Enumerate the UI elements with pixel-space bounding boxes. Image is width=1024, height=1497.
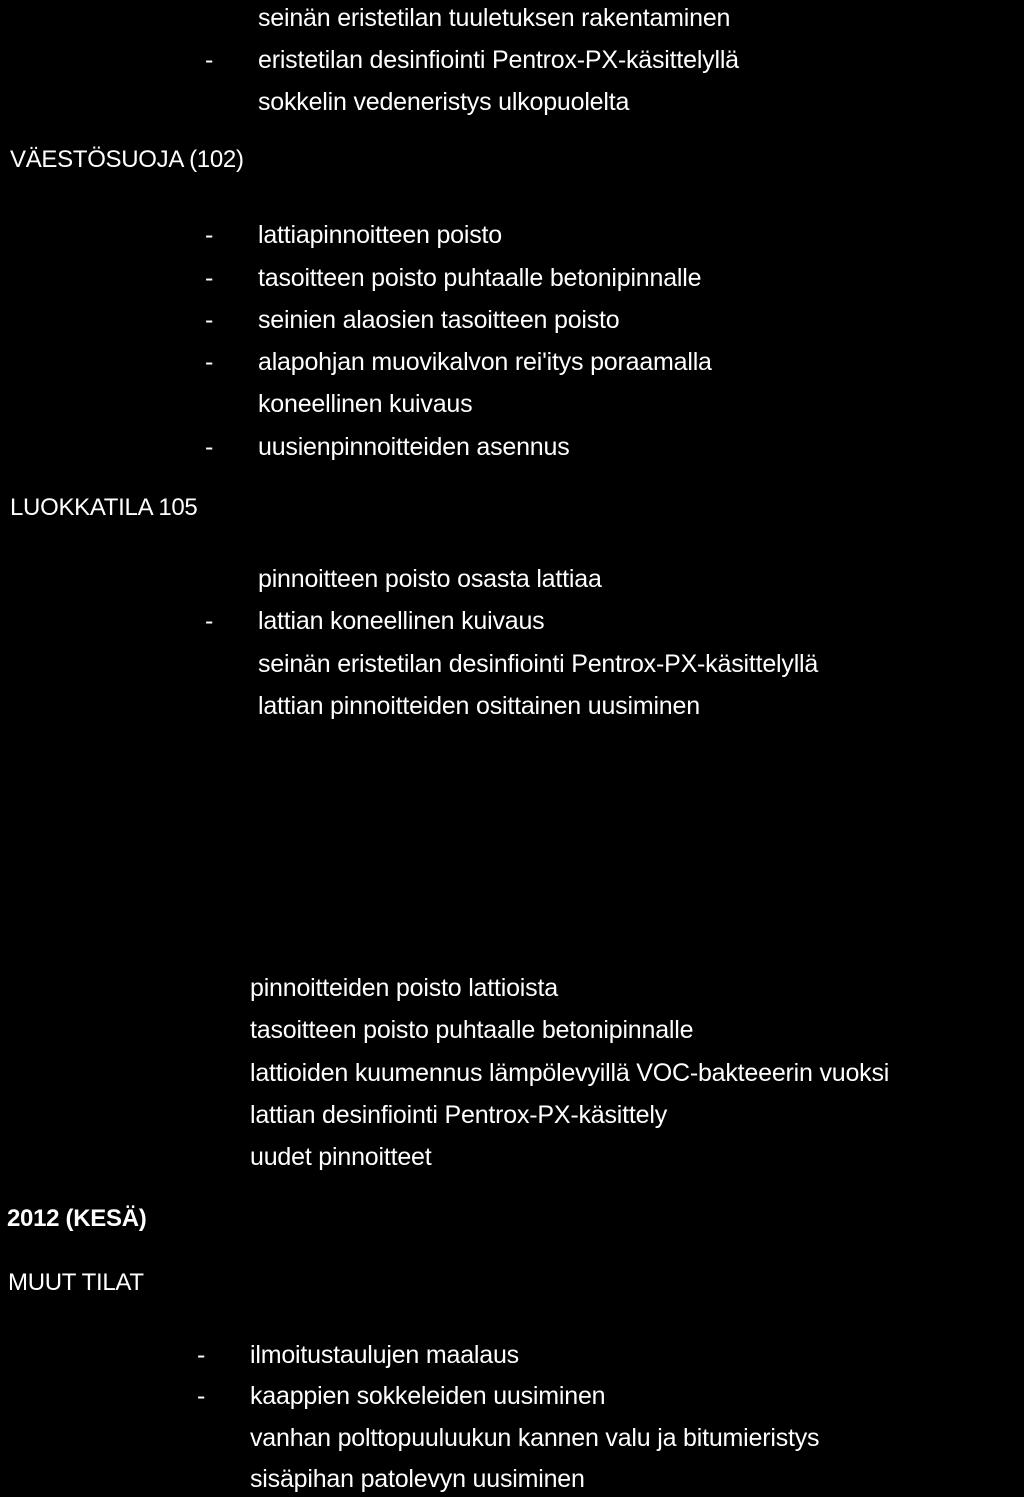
list-item-text: ilmoitustaulujen maalaus bbox=[250, 1341, 519, 1369]
list-item-dash: - bbox=[205, 46, 214, 74]
list-item-text: alapohjan muovikalvon rei'itys poraamalla bbox=[258, 348, 712, 376]
list-item-dash: - bbox=[205, 264, 214, 292]
list-item-text: sisäpihan patolevyn uusiminen bbox=[250, 1465, 585, 1493]
list-item-text: uudet pinnoitteet bbox=[250, 1143, 432, 1171]
list-item-text: koneellinen kuivaus bbox=[258, 390, 473, 418]
list-item-dash: - bbox=[205, 348, 214, 376]
list-item-dash: - bbox=[205, 433, 214, 461]
list-item-text: pinnoitteen poisto osasta lattiaa bbox=[258, 565, 602, 593]
list-item-dash: - bbox=[205, 607, 214, 635]
list-item-text: seinän eristetilan tuuletuksen rakentaminen bbox=[258, 4, 731, 32]
section-heading: LUOKKATILA 105 bbox=[10, 494, 198, 521]
section-heading: MUUT TILAT bbox=[8, 1269, 144, 1296]
list-item-text: lattiapinnoitteen poisto bbox=[258, 221, 502, 249]
section-heading: VÄESTÖSUOJA (102) bbox=[10, 146, 244, 173]
list-item-text: tasoitteen poisto puhtaalle betonipinnalle bbox=[250, 1016, 694, 1044]
list-item-text: pinnoitteiden poisto lattioista bbox=[250, 974, 558, 1002]
list-item-dash: - bbox=[197, 1382, 206, 1410]
list-item-text: lattian pinnoitteiden osittainen uusiminen bbox=[258, 692, 700, 720]
list-item-text: eristetilan desinfiointi Pentrox-PX-käsittelyllä bbox=[258, 46, 739, 74]
list-item-dash: - bbox=[197, 1341, 206, 1369]
list-item-text: uusienpinnoitteiden asennus bbox=[258, 433, 570, 461]
list-item-text: sokkelin vedeneristys ulkopuolelta bbox=[258, 88, 630, 116]
list-item-text: seinien alaosien tasoitteen poisto bbox=[258, 306, 620, 334]
list-item-text: lattioiden kuumennus lämpölevyillä VOC-bakteeerin vuoksi bbox=[250, 1059, 890, 1087]
list-item-text: seinän eristetilan desinfiointi Pentrox-PX-käsittelyllä bbox=[258, 650, 819, 678]
list-item-text: lattian koneellinen kuivaus bbox=[258, 607, 545, 635]
list-item-dash: - bbox=[205, 306, 214, 334]
list-item-text: vanhan polttopuuluukun kannen valu ja bitumieristys bbox=[250, 1424, 820, 1452]
list-item-dash: - bbox=[205, 221, 214, 249]
list-item-text: kaappien sokkeleiden uusiminen bbox=[250, 1382, 606, 1410]
list-item-text: tasoitteen poisto puhtaalle betonipinnalle bbox=[258, 264, 702, 292]
year-heading: 2012 (KESÄ) bbox=[7, 1205, 147, 1232]
list-item-text: lattian desinfiointi Pentrox-PX-käsittely bbox=[250, 1101, 667, 1129]
